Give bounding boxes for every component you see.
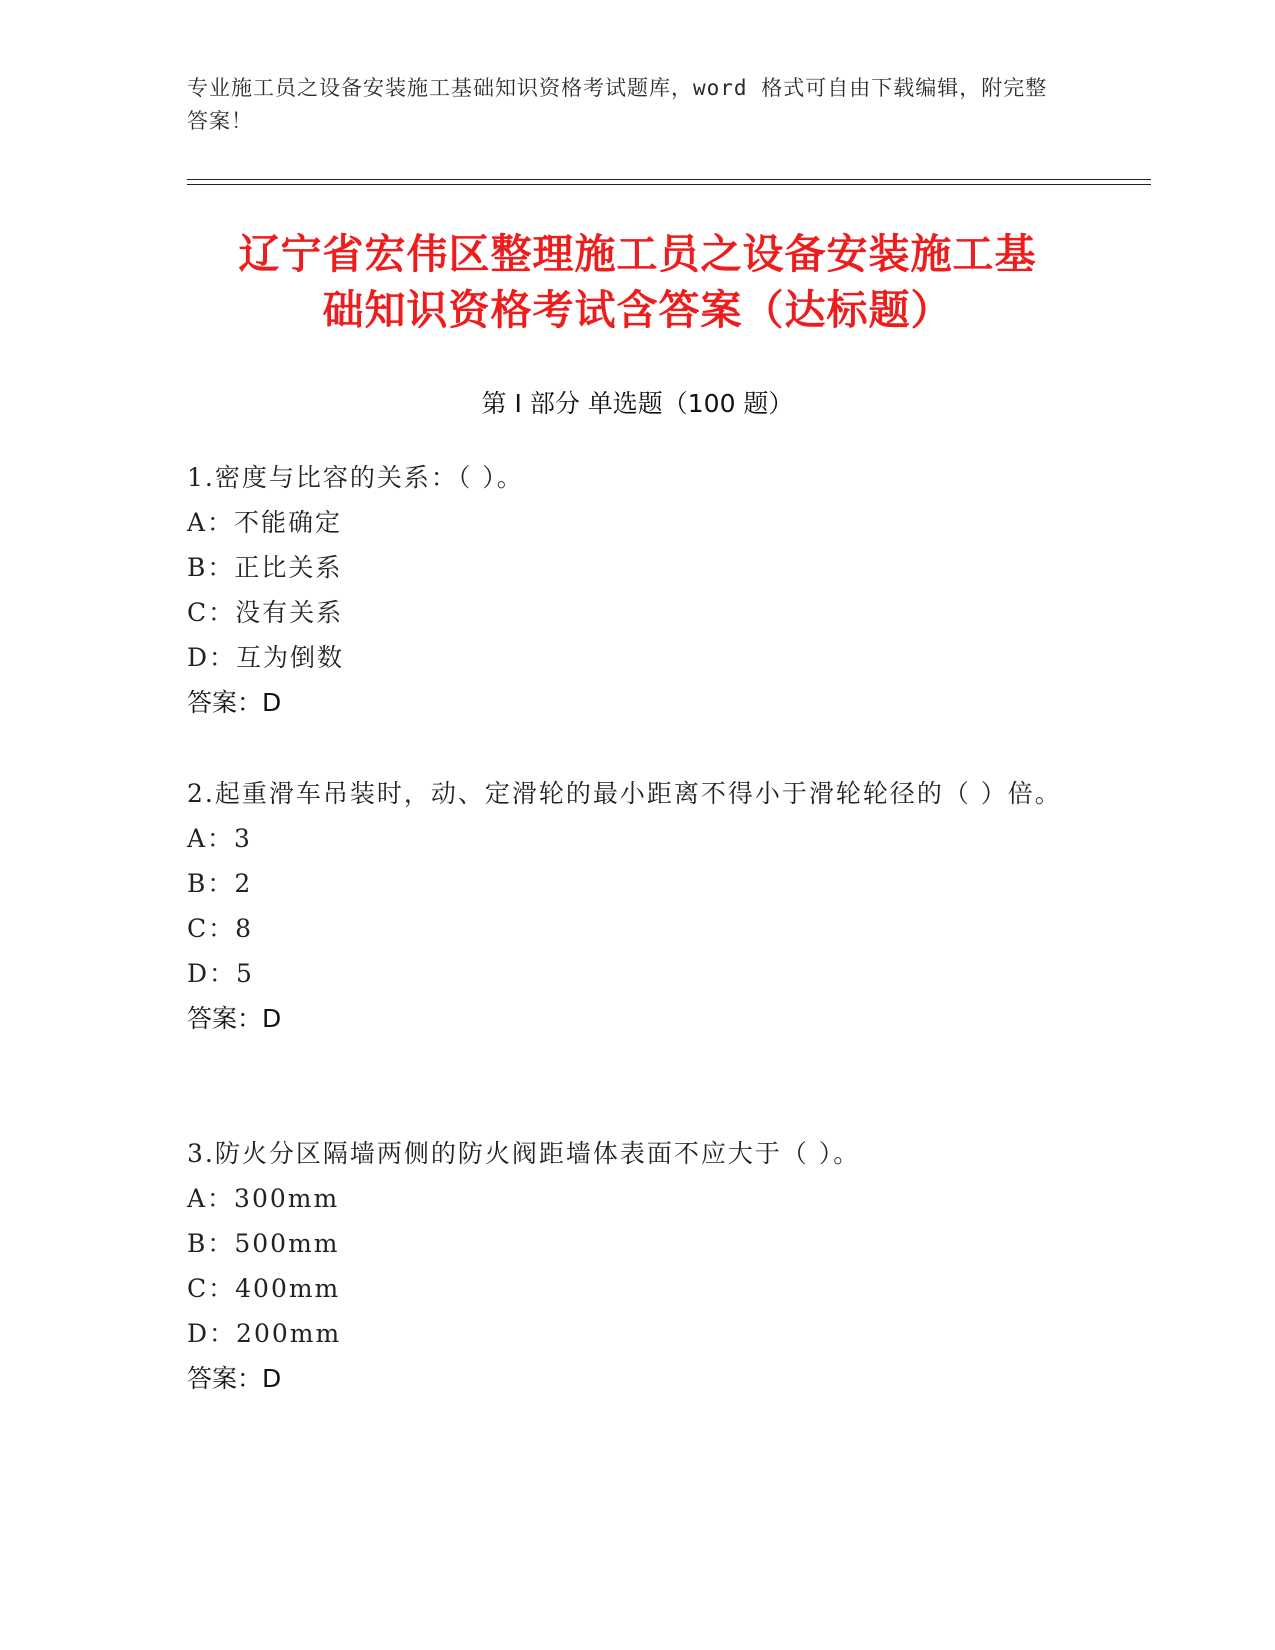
question-1	[187, 455, 1087, 725]
header-rule-top	[187, 179, 1151, 180]
option-b: B：正比关系	[187, 553, 343, 582]
question-stem: 3.防火分区隔墙两侧的防火阀距墙体表面不应大于（ ）。	[187, 1139, 861, 1168]
option-a: A：300mm	[187, 1184, 340, 1213]
option-c: C：没有关系	[187, 598, 344, 627]
answer: 答案：D	[187, 1364, 282, 1393]
header-note: 专业施工员之设备安装施工基础知识资格考试题库，word 格式可自由下载编辑，附完整答案！	[187, 76, 1048, 133]
option-b: B：500mm	[187, 1229, 340, 1258]
document-title-line1: 辽宁省宏伟区整理施工员之设备安装施工基	[238, 230, 1037, 278]
document-title-line2: 础知识资格考试含答案（达标题）	[322, 286, 953, 334]
document-title	[150, 226, 1125, 338]
option-a: A：3	[187, 824, 252, 853]
question-2	[187, 771, 1067, 1041]
option-d: D：互为倒数	[187, 643, 345, 672]
answer: 答案：D	[187, 688, 282, 717]
option-d: D：200mm	[187, 1319, 342, 1348]
option-c: C：8	[187, 914, 254, 943]
question-3	[187, 1131, 1087, 1401]
question-stem: 2.起重滑车吊装时，动、定滑轮的最小距离不得小于滑轮轮径的（ ）倍。	[187, 779, 1062, 808]
option-c: C：400mm	[187, 1274, 341, 1303]
section-title: 第 I 部分 单选题（100 题）	[481, 389, 794, 418]
option-a: A：不能确定	[187, 508, 343, 537]
option-d: D：5	[187, 959, 254, 988]
header-rule-bottom	[187, 184, 1151, 185]
question-stem: 1.密度与比容的关系：（ ）。	[187, 463, 524, 492]
answer: 答案：D	[187, 1004, 282, 1033]
option-b: B：2	[187, 869, 253, 898]
